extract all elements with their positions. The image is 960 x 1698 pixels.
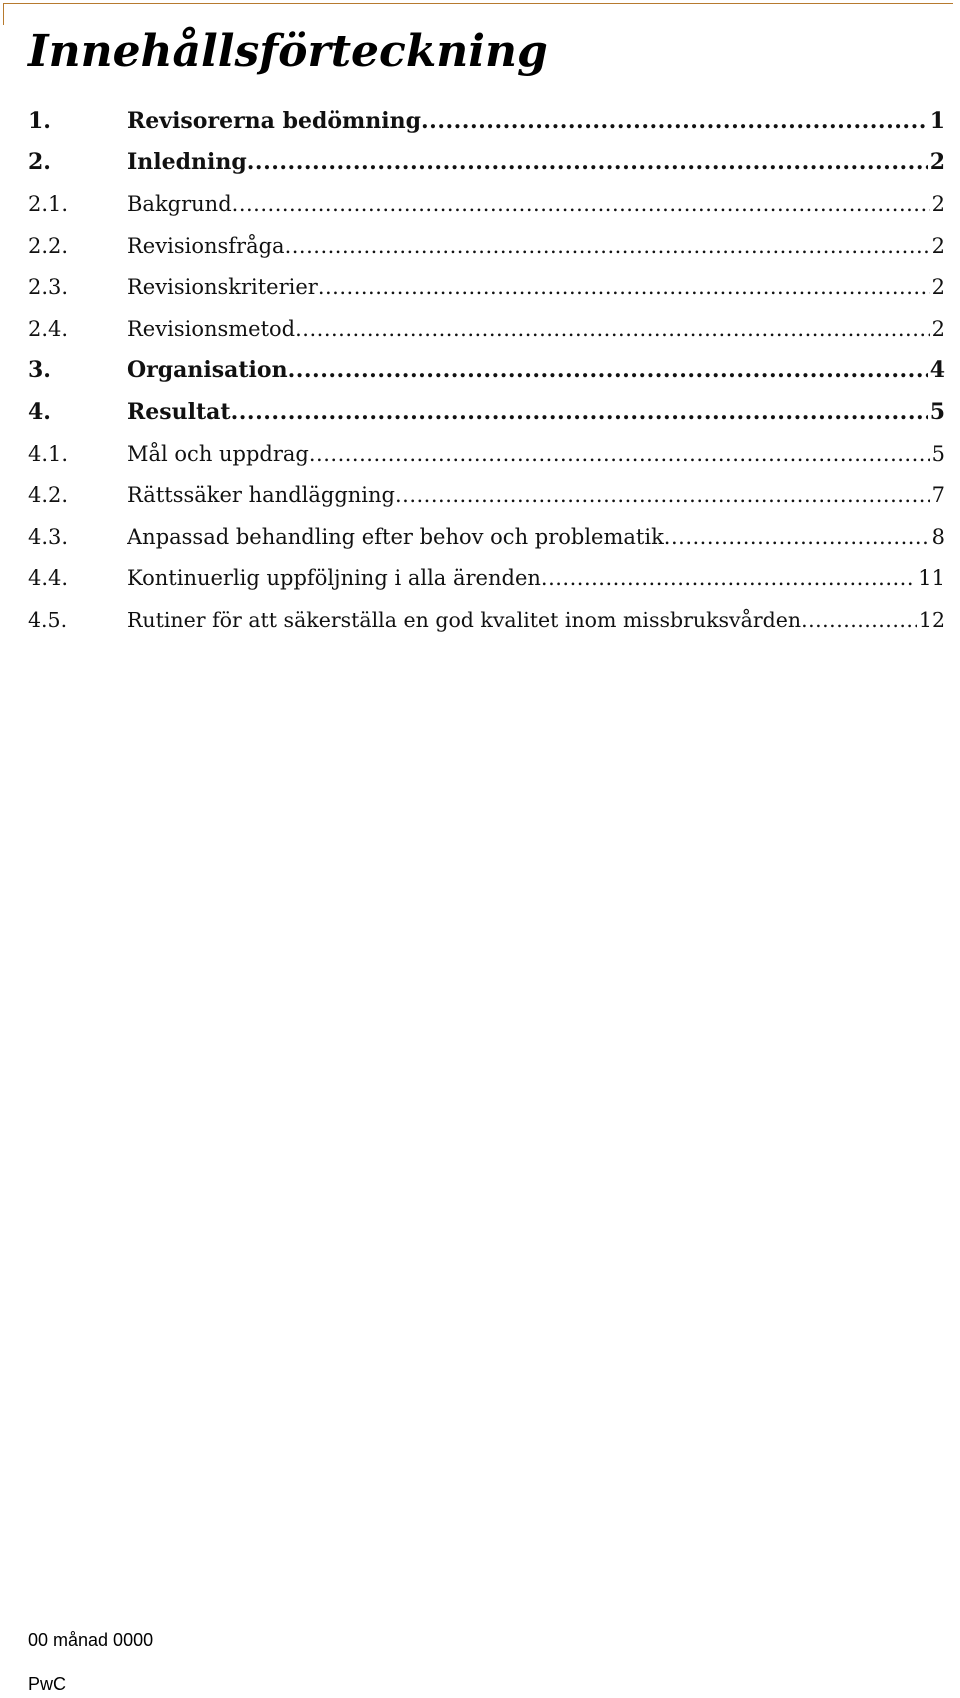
- toc-entry-label: Inledning: [127, 149, 247, 176]
- toc-entry-page: 8: [931, 524, 945, 549]
- toc-entry-page: 7: [931, 483, 945, 508]
- toc-entry-4-4[interactable]: [28, 558, 960, 600]
- toc-entry-label: Revisionskriterier: [127, 275, 318, 300]
- toc-entry-2-1[interactable]: [28, 183, 960, 225]
- toc-entry-page: 2: [931, 191, 945, 216]
- toc-entry-number: 4.3.: [28, 524, 69, 549]
- toc-dot-leader: [295, 316, 930, 342]
- page-title: Innehållsförteckning: [28, 26, 548, 77]
- toc-entry-number: 4.1.: [28, 441, 69, 466]
- toc-entry-2-3[interactable]: [28, 266, 960, 308]
- toc-entry-number: 4.2.: [28, 483, 69, 508]
- toc-entry-label: Revisionsmetod: [127, 316, 296, 341]
- toc-dot-leader: [285, 233, 930, 259]
- footer-company-name: PwC: [28, 1674, 67, 1694]
- toc-entry-4-2[interactable]: [28, 474, 960, 516]
- toc-entry-2-2[interactable]: [28, 225, 960, 267]
- toc-entry-label: Organisation: [127, 357, 288, 384]
- toc-dot-leader: [664, 524, 930, 550]
- toc-entry-number: 2.: [28, 149, 51, 176]
- toc-entry-number: 2.1.: [28, 191, 69, 216]
- toc-entry-page: 11: [918, 566, 945, 591]
- toc-entry-page: 5: [931, 441, 945, 466]
- toc-dot-leader: [318, 274, 930, 300]
- toc-entry-2[interactable]: [28, 142, 960, 184]
- toc-entry-number: 2.3.: [28, 275, 69, 300]
- page-frame-left-rule: [3, 3, 4, 25]
- toc-entry-label: Resultat: [127, 398, 231, 425]
- toc-entry-page: 5: [929, 398, 945, 425]
- toc-entry-number: 4.: [28, 398, 51, 425]
- toc-entry-4-3[interactable]: [28, 516, 960, 558]
- toc-entry-page: 2: [931, 233, 945, 258]
- toc-entry-3[interactable]: [28, 350, 960, 392]
- toc-entry-number: 2.4.: [28, 316, 69, 341]
- toc-entry-page: 2: [931, 316, 945, 341]
- toc-entry-2-4[interactable]: [28, 308, 960, 350]
- toc-entry-number: 2.2.: [28, 233, 69, 258]
- toc-entry-label: Bakgrund: [127, 191, 232, 216]
- toc-dot-leader: [231, 399, 928, 425]
- toc-entry-label: Mål och uppdrag: [127, 441, 309, 466]
- toc-dot-leader: [541, 565, 916, 591]
- toc-entry-page: 2: [931, 275, 945, 300]
- toc-entry-label: Anpassad behandling efter behov och problematik: [127, 524, 664, 549]
- toc-entry-4-1[interactable]: [28, 433, 960, 475]
- table-of-contents: [28, 100, 960, 641]
- toc-dot-leader: [421, 108, 928, 134]
- toc-dot-leader: [801, 607, 917, 633]
- toc-entry-page: 1: [929, 107, 945, 134]
- toc-dot-leader: [247, 149, 928, 175]
- toc-entry-label: Revisionsfråga: [127, 233, 285, 258]
- toc-entry-page: 4: [929, 357, 945, 384]
- toc-entry-label: Revisorerna bedömning: [127, 107, 422, 134]
- footer-date: 00 månad 0000: [28, 1630, 154, 1650]
- toc-entry-label: Rutiner för att säkerställa en god kvalitet inom missbruksvården: [127, 607, 802, 632]
- toc-entry-number: 1.: [28, 107, 51, 134]
- toc-entry-number: 3.: [28, 357, 51, 384]
- toc-dot-leader: [288, 357, 928, 383]
- page-frame-top-rule: [3, 3, 953, 4]
- toc-entry-1[interactable]: [28, 100, 960, 142]
- toc-dot-leader: [309, 441, 930, 467]
- toc-entry-label: Rättssäker handläggning: [127, 483, 395, 508]
- toc-dot-leader: [395, 482, 930, 508]
- toc-entry-4[interactable]: [28, 391, 960, 433]
- toc-dot-leader: [232, 191, 930, 217]
- toc-entry-4-5[interactable]: [28, 599, 960, 641]
- toc-entry-number: 4.4.: [28, 566, 69, 591]
- toc-entry-page: 2: [929, 149, 945, 176]
- toc-entry-number: 4.5.: [28, 607, 68, 632]
- toc-entry-label: Kontinuerlig uppföljning i alla ärenden: [127, 566, 541, 591]
- toc-entry-page: 12: [918, 607, 945, 632]
